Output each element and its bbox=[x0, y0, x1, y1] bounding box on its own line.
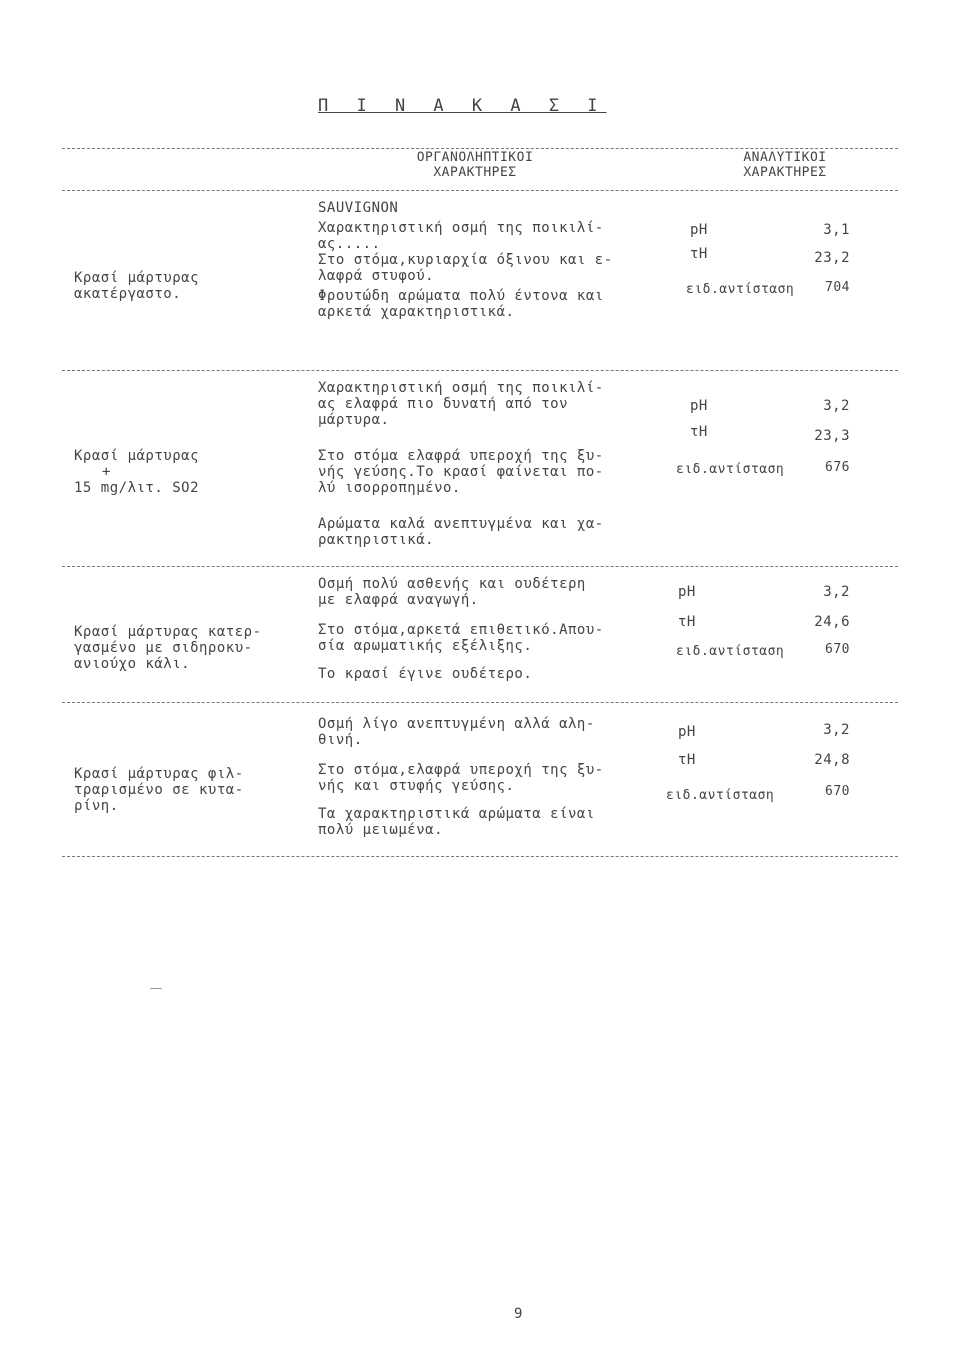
row2-resistance-value: 676 bbox=[825, 460, 850, 475]
header-analytic-line1: ΑΝΑΛΥΤΙΚΟΙ bbox=[743, 150, 827, 165]
row3-desc-line: σία αρωματικής εξέλιξης. bbox=[318, 638, 533, 654]
row1-ph-value: 3,1 bbox=[823, 222, 850, 238]
row2-th-value: 23,3 bbox=[814, 428, 850, 444]
row2-desc-line: ρακτηριστικά. bbox=[318, 532, 435, 548]
rule-header bbox=[62, 190, 898, 191]
row2-ph-label: pH bbox=[690, 398, 708, 414]
row2-desc-line: μάρτυρα. bbox=[318, 412, 390, 428]
rule-bottom bbox=[62, 856, 898, 857]
row2-sample-line: Κρασί μάρτυρας bbox=[74, 448, 200, 464]
variety-label: SAUVIGNON bbox=[318, 200, 399, 216]
row1-desc-line: Φρουτώδη αρώματα πολύ έντονα και bbox=[318, 288, 604, 304]
row2-desc-line: Αρώματα καλά ανεπτυγμένα και χα- bbox=[318, 516, 604, 532]
header-analytic-line2: ΧΑΡΑΚΤΗΡΕΣ bbox=[743, 165, 827, 180]
row1-resistance-value: 704 bbox=[825, 280, 850, 295]
row2-sample bbox=[74, 448, 199, 496]
header-organoleptic-line2: ΧΑΡΑΚΤΗΡΕΣ bbox=[433, 165, 517, 180]
row2-description bbox=[318, 380, 604, 548]
row1-resistance-label: ειδ.αντίσταση bbox=[686, 282, 795, 297]
row4-sample-line: Κρασί μάρτυρας φιλ- bbox=[74, 766, 244, 782]
row3-sample-line: ανιούχο κάλι. bbox=[74, 656, 191, 672]
row4-description bbox=[318, 716, 604, 838]
row1-sample-line: ακατέργαστο. bbox=[74, 286, 182, 302]
page-number: 9 bbox=[514, 1306, 523, 1322]
row4-th-label: τΗ bbox=[678, 752, 696, 768]
row3-description bbox=[318, 576, 604, 682]
row1-desc-line: λαφρά στυφού. bbox=[318, 268, 435, 284]
stray-mark bbox=[150, 988, 162, 989]
row2-desc-line: λύ ισορροπημένο. bbox=[318, 480, 461, 496]
row4-desc-line: πολύ μειωμένα. bbox=[318, 822, 444, 838]
row4-ph-value: 3,2 bbox=[823, 722, 850, 738]
row3-resistance-value: 670 bbox=[825, 642, 850, 657]
row3-sample bbox=[74, 624, 262, 672]
row1-desc-line: Χαρακτηριστική οσμή της ποικιλί- bbox=[318, 220, 604, 236]
row4-desc-line: Οσμή λίγο ανεπτυγμένη αλλά αλη- bbox=[318, 716, 595, 732]
row3-resistance-label: ειδ.αντίσταση bbox=[676, 644, 785, 659]
row4-th-value: 24,8 bbox=[814, 752, 850, 768]
row2-sample-line: 15 mg/λιτ. SO2 bbox=[74, 480, 200, 496]
row1-sample bbox=[74, 270, 199, 302]
row4-resistance-value: 670 bbox=[825, 784, 850, 799]
row1-sample-line: Κρασί μάρτυρας bbox=[74, 270, 200, 286]
row3-th-label: τΗ bbox=[678, 614, 696, 630]
row3-sample-line: Κρασί μάρτυρας κατερ- bbox=[74, 624, 262, 640]
row3-desc-line: με ελαφρά αναγωγή. bbox=[318, 592, 479, 608]
rule-row3 bbox=[62, 702, 898, 703]
row4-desc-line: νής και στυφής γεύσης. bbox=[318, 778, 515, 794]
row2-desc-line: νής γεύσης.Το κρασί φαίνεται πο- bbox=[318, 464, 604, 480]
row1-desc-line: αρκετά χαρακτηριστικά. bbox=[318, 304, 515, 320]
row4-desc-line: Τα χαρακτηριστικά αρώματα είναι bbox=[318, 806, 595, 822]
row1-th-label: τΗ bbox=[690, 246, 708, 262]
row3-ph-value: 3,2 bbox=[823, 584, 850, 600]
row2-resistance-label: ειδ.αντίσταση bbox=[676, 462, 785, 477]
row2-sample-line: + bbox=[102, 464, 111, 480]
row1-th-value: 23,2 bbox=[814, 250, 850, 266]
table-title: Π Ι Ν Α Κ Α Σ Ι bbox=[318, 96, 607, 116]
row4-desc-line: θινή. bbox=[318, 732, 363, 748]
header-organoleptic bbox=[380, 150, 570, 180]
row2-th-label: τΗ bbox=[690, 424, 708, 440]
row1-desc-line: Στο στόμα,κυριαρχία όξινου και ε- bbox=[318, 252, 613, 268]
row2-desc-line: Στο στόμα ελαφρά υπεροχή της ξυ- bbox=[318, 448, 604, 464]
row4-ph-label: pH bbox=[678, 724, 696, 740]
header-analytic bbox=[720, 150, 850, 180]
header-organoleptic-line1: ΟΡΓΑΝΟΛΗΠΤΙΚΟΙ bbox=[416, 150, 534, 165]
row2-desc-line: ας ελαφρά πιο δυνατή από τον bbox=[318, 396, 569, 412]
row3-sample-line: γασμένο με σιδηροκυ- bbox=[74, 640, 253, 656]
rule-row2 bbox=[62, 566, 898, 567]
row3-desc-line: Οσμή πολύ ασθενής και ουδέτερη bbox=[318, 576, 586, 592]
row3-desc-line: Στο στόμα,αρκετά επιθετικό.Απου- bbox=[318, 622, 604, 638]
row4-resistance-label: ειδ.αντίσταση bbox=[666, 788, 775, 803]
row2-desc-line: Χαρακτηριστική οσμή της ποικιλί- bbox=[318, 380, 604, 396]
rule-row1 bbox=[62, 370, 898, 371]
row1-desc-line: ας..... bbox=[318, 236, 381, 252]
row4-desc-line: Στο στόμα,ελαφρά υπεροχή της ξυ- bbox=[318, 762, 604, 778]
row3-desc-line: Το κρασί έγινε ουδέτερο. bbox=[318, 666, 533, 682]
row3-ph-label: pH bbox=[678, 584, 696, 600]
row1-ph-label: pH bbox=[690, 222, 708, 238]
rule-top bbox=[62, 148, 898, 149]
row3-th-value: 24,6 bbox=[814, 614, 850, 630]
row4-sample-line: τραρισμένο σε κυτα- bbox=[74, 782, 244, 798]
row1-description bbox=[318, 220, 613, 320]
row4-sample bbox=[74, 766, 244, 814]
row4-sample-line: ρίνη. bbox=[74, 798, 119, 814]
row2-ph-value: 3,2 bbox=[823, 398, 850, 414]
